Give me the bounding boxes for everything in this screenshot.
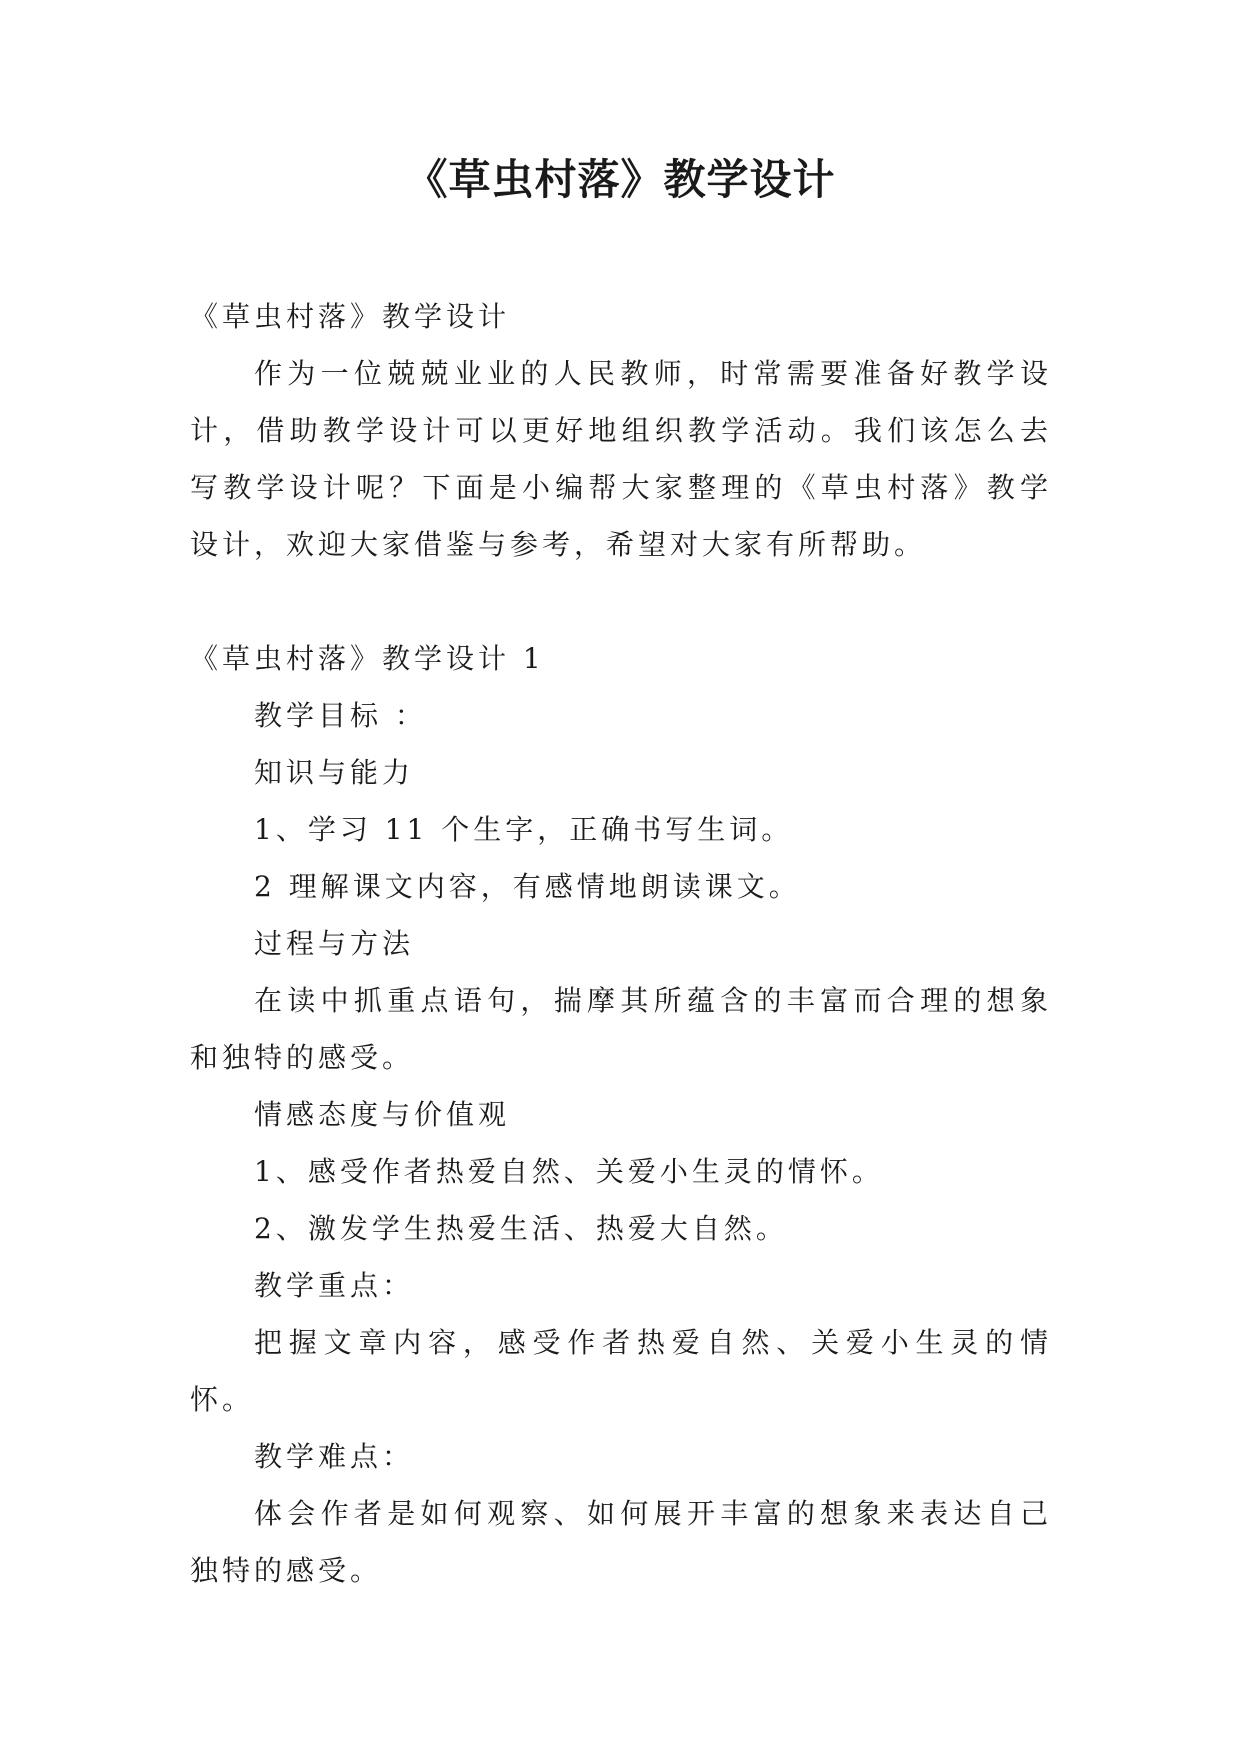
paragraph-intro: 作为一位兢兢业业的人民教师，时常需要准备好教学设计，借助教学设计可以更好地组织教学活动。我们该怎么去写教学设计呢？下面是小编帮大家整理的《草虫村落》教学设计，欢迎大家借鉴与参考，希望对大家有所帮助。 — [190, 357, 1052, 561]
paragraph-keypoint-text: 把握文章内容，感受作者热爱自然、关爱小生灵的情怀。 — [190, 1326, 1052, 1416]
paragraph-process-text: 在读中抓重点语句，揣摩其所蕴含的丰富而合理的想象和独特的感受。 — [190, 984, 1052, 1074]
section-heading: 《草虫村落》教学设计 1 — [190, 642, 545, 675]
paragraph-knowledge-label: 知识与能力 — [254, 756, 415, 789]
paragraph-heading: 《草虫村落》教学设计 — [190, 300, 511, 333]
paragraph-emotion-item-1: 1、感受作者热爱自然、关爱小生灵的情怀。 — [254, 1155, 884, 1188]
paragraph-objectives-label: 教学目标 ： — [254, 699, 427, 732]
paragraph-difficulty-text: 体会作者是如何观察、如何展开丰富的想象来表达自己独特的感受。 — [190, 1497, 1052, 1587]
paragraph-emotion-label: 情感态度与价值观 — [254, 1098, 511, 1131]
paragraph-gap — [190, 573, 1052, 630]
document-title: 《草虫村落》教学设计 — [405, 155, 836, 204]
paragraph-knowledge-item-2: 2 理解课文内容，有感情地朗读课文。 — [254, 870, 801, 903]
paragraph-emotion-item-2: 2、激发学生热爱生活、热爱大自然。 — [254, 1212, 788, 1245]
paragraph-keypoint-label: 教学重点： — [254, 1269, 415, 1302]
paragraph-knowledge-item-1: 1、学习 11 个生字，正确书写生词。 — [254, 813, 794, 846]
paragraph-process-label: 过程与方法 — [254, 927, 415, 960]
paragraph-difficulty-label: 教学难点： — [254, 1440, 415, 1473]
document-body — [190, 288, 1052, 1599]
